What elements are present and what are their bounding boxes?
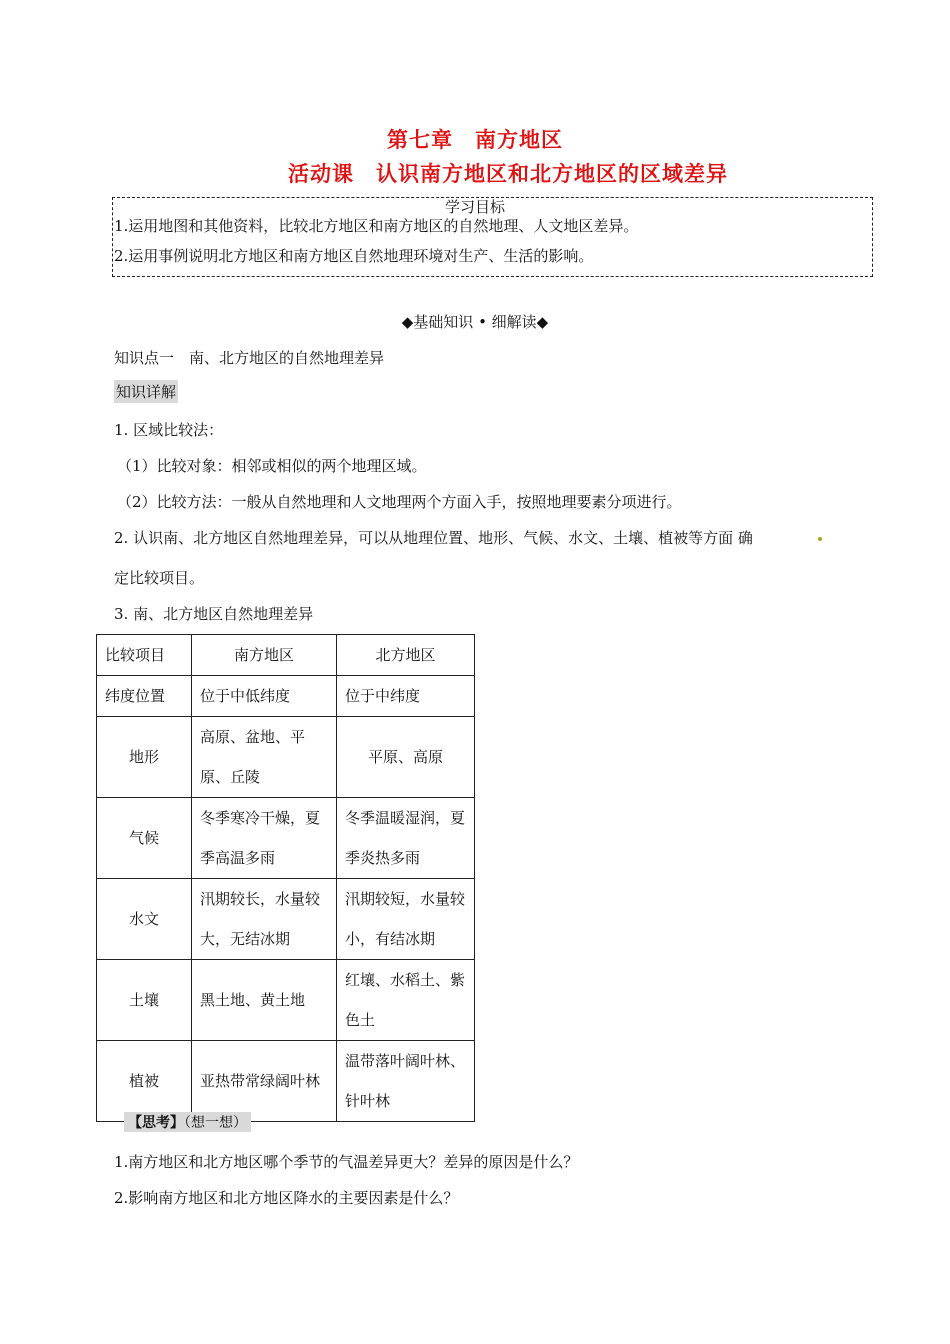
knowledge-point-title: 知识点一 南、北方地区的自然地理差异 (114, 349, 385, 367)
paragraph: 2. 认识南、北方地区自然地理差异，可以从地理位置、地形、气候、水文、土壤、植被等方面 确 (114, 529, 753, 547)
table-cell: 亚热带常绿阔叶林 (192, 1041, 337, 1122)
table-row (97, 676, 475, 717)
think-label-bold: 【思考】 (128, 1115, 184, 1131)
chapter-title: 第七章 南方地区 (387, 127, 563, 152)
think-question-2: 2.影响南方地区和北方地区降水的主要因素是什么？ (114, 1189, 459, 1207)
table-cell: 植被 (97, 1041, 192, 1122)
table-cell: 纬度位置 (97, 676, 192, 717)
think-question-1: 1.南方地区和北方地区哪个季节的气温差异更大？差异的原因是什么？ (114, 1153, 579, 1171)
lesson-title: 活动课 认识南方地区和北方地区的区域差异 (288, 161, 728, 186)
table-header-row (97, 635, 475, 676)
think-label (124, 1112, 251, 1132)
paragraph: （1）比较对象：相邻或相似的两个地理区域。 (117, 457, 427, 475)
table-cell: 红壤、水稻土、紫色土 (337, 960, 475, 1041)
table-row (97, 1041, 475, 1122)
table-cell: 冬季温暖湿润，夏季炎热多雨 (337, 798, 475, 879)
table-row (97, 960, 475, 1041)
table-row (97, 879, 475, 960)
section-heading: ◆基础知识 • 细解读◆ (401, 313, 549, 331)
comparison-table (96, 634, 475, 1122)
table-cell: 位于中纬度 (337, 676, 475, 717)
table-cell: 温带落叶阔叶林、针叶林 (337, 1041, 475, 1122)
table-cell: 水文 (97, 879, 192, 960)
table-cell: 气候 (97, 798, 192, 879)
table-header-cell: 北方地区 (337, 635, 475, 676)
paragraph: 1. 区域比较法： (114, 421, 224, 439)
table-cell: 汛期较短，水量较小，有结冰期 (337, 879, 475, 960)
table-cell: 土壤 (97, 960, 192, 1041)
table-cell: 平原、高原 (337, 717, 475, 798)
table-cell: 位于中低纬度 (192, 676, 337, 717)
ink-mark (818, 537, 822, 541)
table-row (97, 717, 475, 798)
table-header-cell: 比较项目 (97, 635, 192, 676)
think-label-sub: （想一想） (184, 1115, 247, 1131)
paragraph: 3. 南、北方地区自然地理差异 (114, 605, 314, 623)
learning-goal-1: 1.运用地图和其他资料，比较北方地区和南方地区的自然地理、人文地区差异。 (114, 217, 639, 235)
paragraph: 定比较项目。 (114, 569, 205, 587)
table-cell: 高原、盆地、平原、丘陵 (192, 717, 337, 798)
detail-badge: 知识详解 (114, 380, 178, 403)
table-cell: 黑土地、黄土地 (192, 960, 337, 1041)
table-header-cell: 南方地区 (192, 635, 337, 676)
learning-goal-2: 2.运用事例说明北方地区和南方地区自然地理环境对生产、生活的影响。 (114, 247, 594, 265)
table-cell: 冬季寒冷干燥，夏季高温多雨 (192, 798, 337, 879)
table-row (97, 798, 475, 879)
learning-goals-heading: 学习目标 (444, 198, 505, 216)
table-cell: 汛期较长，水量较大，无结冰期 (192, 879, 337, 960)
paragraph: （2）比较方法：一般从自然地理和人文地理两个方面入手，按照地理要素分项进行。 (117, 493, 682, 511)
table-cell: 地形 (97, 717, 192, 798)
